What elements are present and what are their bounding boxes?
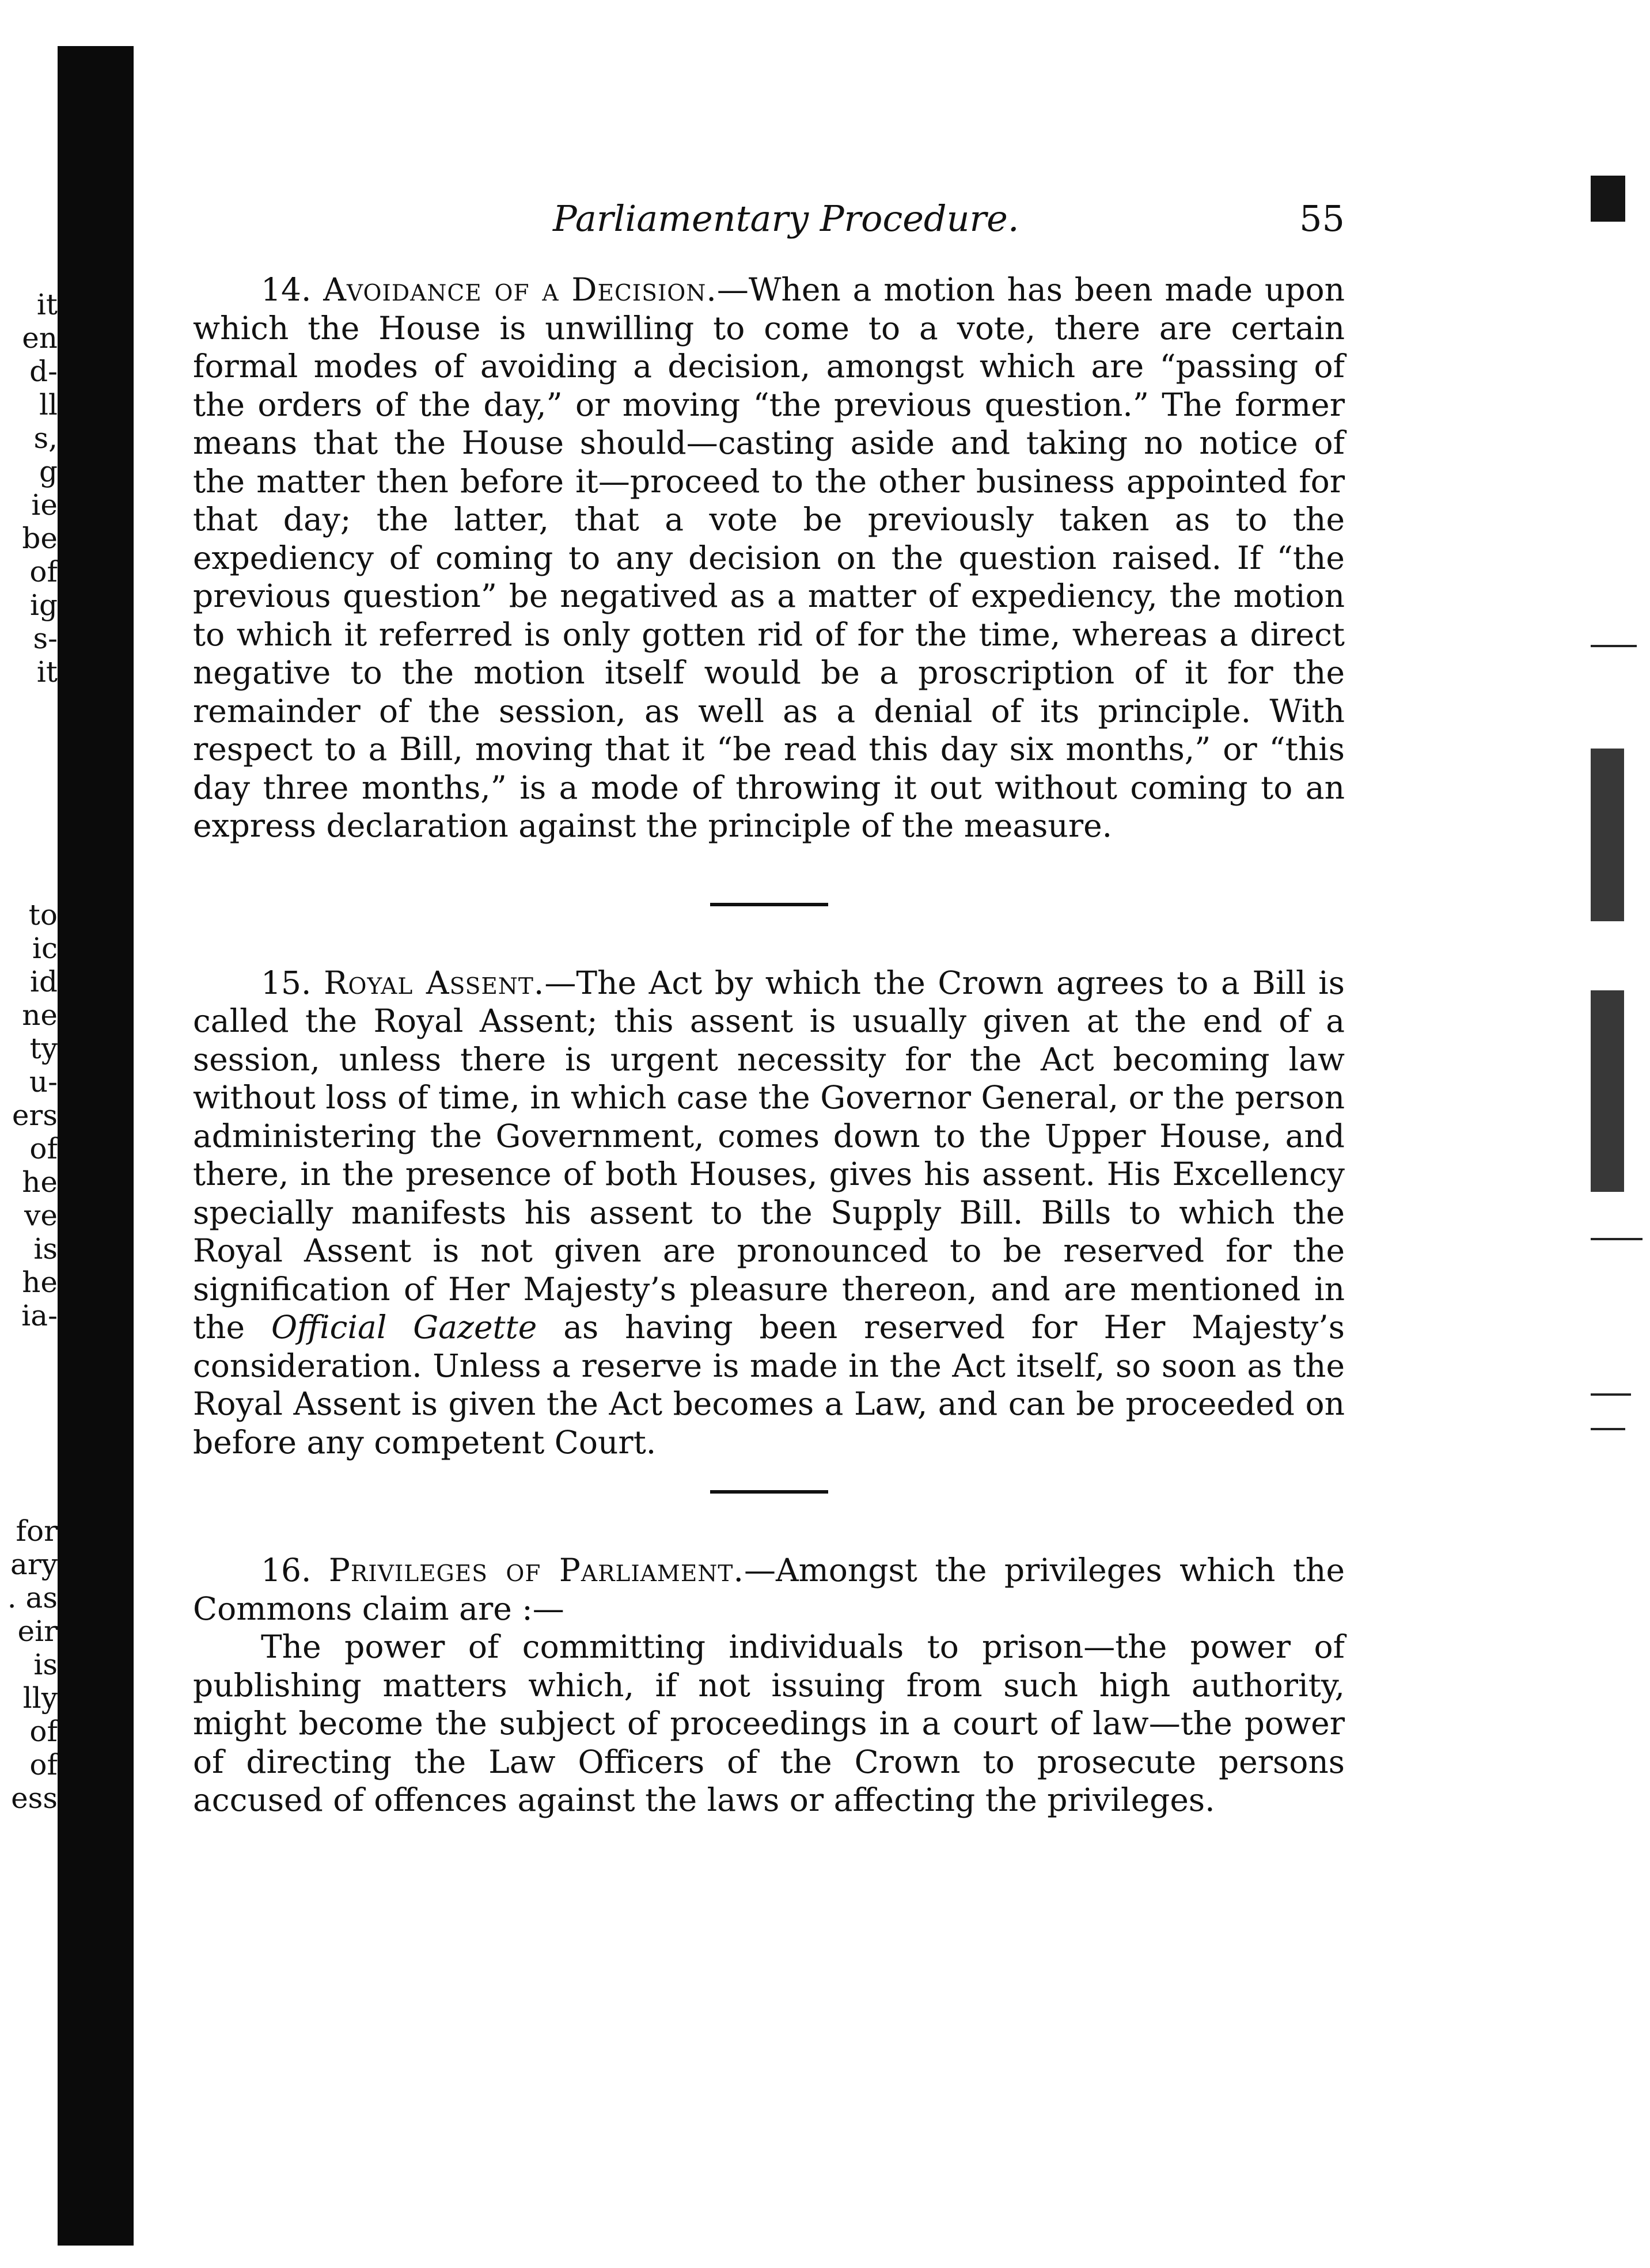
left-fragment-text: ess [11, 1781, 58, 1815]
left-fragment-text: of [29, 1132, 58, 1165]
section-16-body: —Amongst the privileges which the Commons claim are :— [193, 1552, 1345, 1627]
scan-artifact [1591, 1393, 1631, 1396]
section-15-number: 15. [261, 964, 312, 1001]
section-14-body: —When a motion has been made upon which the House is unwilling to come to a vote, there are certain formal modes of avoiding a decision, amongst which are “passing of the orders of the day,” or moving “the previous question.” The former means that the House should—casting aside and taking no notice of the matter then before it—proceed to the other business appointed for that day; the latter, that a vote be previously taken as to the expediency of coming to any decision on the question raised. If “the previous question” be negatived as a matter of expediency, the motion to which it referred is only gotten rid of for the time, whereas a direct negative to the motion itself would be a proscription of it for the remainder of the session, as well as a denial of its principle. With respect to a Bill, moving that it “be read this day six months,” or “this day three months,” is a mode of throwing it out without coming to an express declaration against the principle of the measure. [193, 271, 1345, 844]
section-divider [710, 1490, 828, 1494]
left-fragment-text: u- [29, 1065, 58, 1099]
scan-artifact [1591, 176, 1625, 222]
scan-artifact [1591, 1238, 1643, 1240]
section-16-heading: Privileges of Parliament. [328, 1552, 744, 1589]
left-fragment-text: of [29, 1715, 58, 1748]
page-body [193, 271, 1345, 1819]
left-fragment-text: ia- [21, 1299, 58, 1332]
left-fragment-text: is [33, 1648, 58, 1681]
left-fragment-text: lly [22, 1681, 58, 1715]
left-fragment-text: ty [29, 1032, 58, 1065]
left-fragment-text: of [29, 1748, 58, 1781]
section-16-number: 16. [261, 1552, 312, 1589]
left-fragment-text: be [22, 522, 58, 555]
left-fragment-text: of [29, 555, 58, 588]
left-fragment-text: for [16, 1514, 58, 1548]
left-fragment-text: ie [31, 488, 58, 522]
running-header [193, 196, 1345, 242]
official-gazette-title: Official Gazette [271, 1309, 537, 1346]
scan-artifact [1591, 1428, 1625, 1430]
left-fragment-text: ll [39, 388, 58, 421]
left-fragment-text: s, [33, 421, 58, 455]
section-14-number: 14. [261, 271, 312, 308]
section-15-body: —The Act by which the Crown agrees to a Bill is called the Royal Assent; this assent is usually given at the end of a session, unless there is urgent necessity for the Act becoming law without loss of time, in which case the Governor General, or the person administering the Government, comes down to the Upper House, and there, in the presence of both Houses, gives his assent. His Excellency specially manifests his assent to the Supply Bill. Bills to which the Royal Assent is not given are pronounced to be reserved for the signification of Her Majesty’s pleasure thereon, and are mentioned in the [193, 964, 1345, 1346]
scan-artifact [1591, 749, 1624, 921]
left-fragment-text: it [36, 288, 58, 321]
left-fragment-text: ig [30, 588, 58, 622]
left-fragment-text: it [36, 655, 58, 689]
section-divider [710, 903, 828, 906]
section-15-heading: Royal Assent. [324, 964, 545, 1001]
section-14-heading: Avoidance of a Decision. [323, 271, 717, 308]
page-number: 55 [1299, 197, 1345, 240]
scan-artifact [1591, 990, 1624, 1192]
left-fragment-text: . as [7, 1581, 58, 1614]
left-fragment-text: ne [22, 998, 58, 1032]
left-fragment-text: ic [32, 932, 58, 965]
section-15-body-end: as having been reserved for Her Majesty’s consideration. Unless a reserve is made in the Act itself, so soon as the Royal Assent is given the Act becomes a Law, and can be proceeded on before any competent Court. [193, 1309, 1345, 1461]
left-fragment-text: is [33, 1232, 58, 1266]
left-fragment-text: eir [17, 1614, 58, 1648]
binding-gutter [58, 46, 134, 2246]
left-fragment-text: s- [33, 622, 58, 655]
left-fragment-text: he [22, 1165, 58, 1199]
left-fragment-text: ve [24, 1199, 58, 1232]
left-fragment-text: d- [29, 355, 58, 388]
left-fragment-text: g [39, 455, 58, 488]
left-fragment-text: ary [10, 1548, 58, 1581]
left-page-fragments [0, 0, 58, 2268]
section-15 [193, 964, 1345, 1462]
section-16-continuation: The power of committing individuals to prison—the power of publishing matters which, if not issuing from such high authority, might become the subject of proceedings in a court of law—the power of directing the Law Officers of the Crown to prosecute persons accused of offences against the laws or affecting the privileges. [193, 1628, 1345, 1818]
running-title: Parliamentary Procedure. [553, 197, 1019, 240]
section-14 [193, 271, 1345, 845]
left-fragment-text: ers [12, 1099, 58, 1132]
left-fragment-text: id [30, 965, 58, 998]
section-16 [193, 1551, 1345, 1628]
left-fragment-text: he [22, 1266, 58, 1299]
scan-artifact [1591, 645, 1637, 647]
left-fragment-text: to [28, 898, 58, 932]
left-fragment-text: en [22, 321, 58, 355]
